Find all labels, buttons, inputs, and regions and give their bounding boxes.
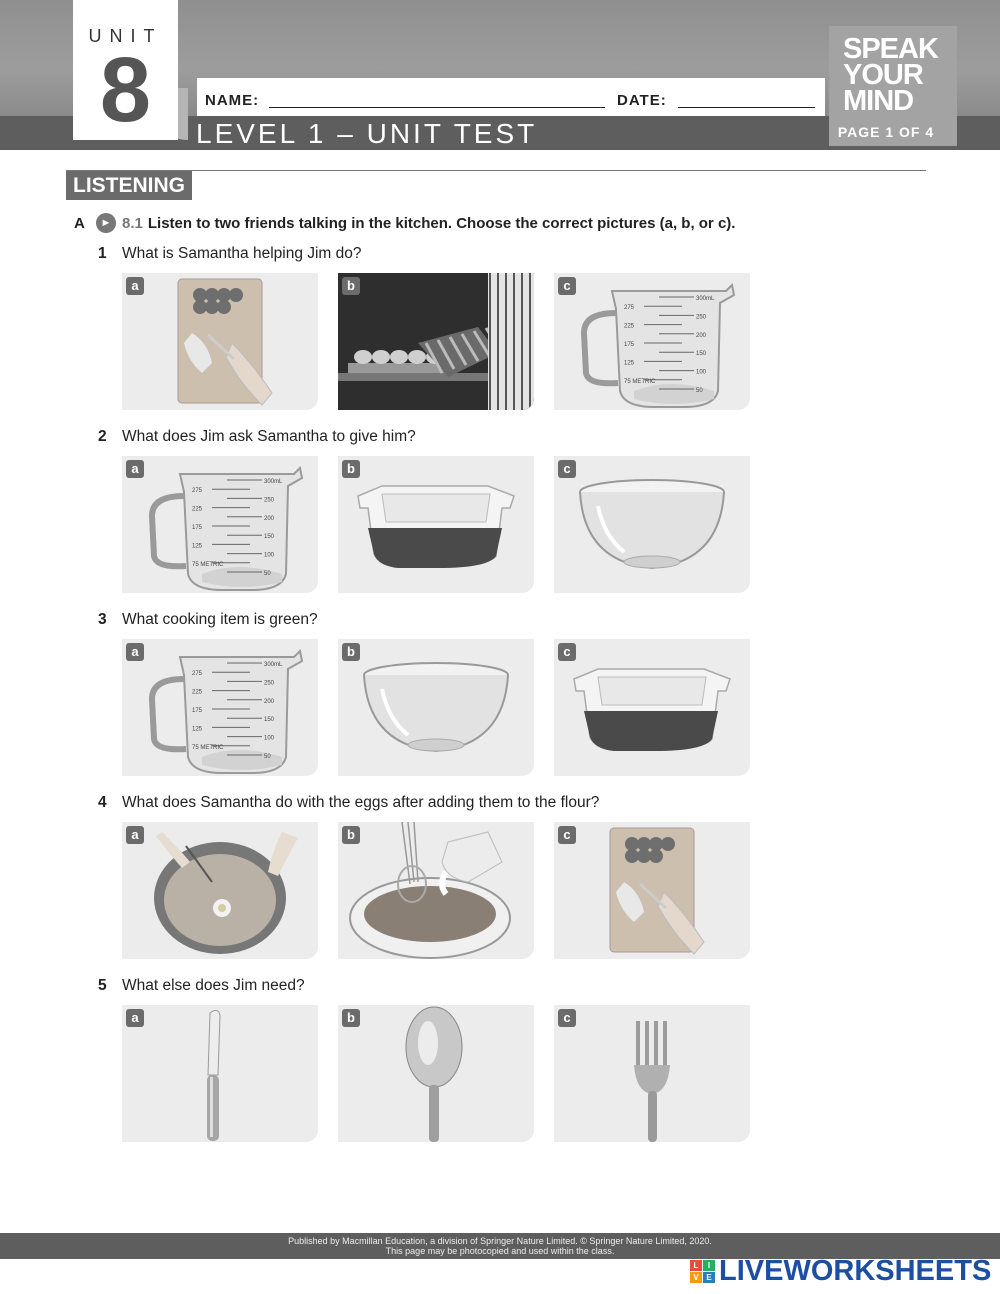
- question-4-option-a[interactable]: [122, 822, 318, 959]
- option-letter-badge: a: [126, 460, 144, 478]
- question-number: 3: [98, 611, 107, 628]
- section-rule: [66, 170, 926, 171]
- date-field[interactable]: [678, 107, 815, 108]
- track-number: 8.1: [122, 214, 143, 232]
- name-date-bar: [197, 78, 825, 116]
- question-2-option-b[interactable]: [338, 456, 534, 593]
- instruction-text: Listen to two friends talking in the kitchen. Choose the correct pictures (a, b, or c).: [147, 214, 736, 232]
- option-letter-badge: a: [126, 277, 144, 295]
- footer-copyright: Published by Macmillan Education, a division of Springer Nature Limited. © Springer Nature Limited, 2020.: [288, 1236, 712, 1246]
- svg-text:150: 150: [264, 717, 275, 724]
- unit-number: 8: [99, 39, 152, 141]
- svg-text:275: 275: [192, 488, 203, 495]
- svg-text:225: 225: [192, 506, 203, 513]
- brand-word-3: MIND: [843, 85, 914, 117]
- question-1-option-b[interactable]: [338, 273, 534, 410]
- question-3-option-c[interactable]: [554, 639, 750, 776]
- task-instruction: [74, 213, 735, 233]
- question-number: 4: [98, 794, 107, 811]
- question-5-option-b[interactable]: [338, 1005, 534, 1142]
- question-3-option-a[interactable]: [122, 639, 318, 776]
- option-letter-badge: b: [342, 826, 360, 844]
- option-letter-badge: c: [558, 277, 576, 295]
- option-letter-badge: b: [342, 460, 360, 478]
- question-4-option-c[interactable]: [554, 822, 750, 959]
- unit-label: UNIT: [88, 26, 163, 46]
- svg-text:175: 175: [192, 525, 203, 531]
- svg-text:100: 100: [264, 552, 275, 559]
- svg-text:300mL: 300mL: [264, 662, 283, 668]
- option-letter-badge: c: [558, 1009, 576, 1027]
- svg-text:50: 50: [696, 388, 703, 394]
- name-label: NAME:: [205, 92, 260, 109]
- liveworksheets-logo[interactable]: [690, 1255, 991, 1288]
- svg-text:175: 175: [624, 342, 635, 348]
- question-2-option-a[interactable]: [122, 456, 318, 593]
- date-label: DATE:: [617, 92, 667, 109]
- question-text: What else does Jim need?: [122, 977, 305, 994]
- question-4-option-b[interactable]: [338, 822, 534, 959]
- question-text: What does Samantha do with the eggs after adding them to the flour?: [122, 794, 600, 811]
- page-indicator: PAGE 1 OF 4: [837, 124, 935, 140]
- option-letter-badge: b: [342, 277, 360, 295]
- liveworksheets-text: LIVEWORKSHEETS: [719, 1255, 992, 1287]
- svg-text:200: 200: [264, 698, 275, 705]
- svg-text:150: 150: [264, 534, 275, 541]
- svg-text:275: 275: [624, 305, 635, 312]
- question-5: [98, 977, 305, 995]
- svg-text:125: 125: [192, 726, 203, 733]
- svg-text:300mL: 300mL: [264, 479, 283, 485]
- unit-tab: [73, 0, 178, 140]
- svg-text:175: 175: [192, 708, 203, 714]
- brand-word-1: SPEAK: [843, 33, 938, 65]
- option-letter-badge: a: [126, 826, 144, 844]
- brand-word-2: YOUR: [843, 59, 923, 91]
- question-4: [98, 794, 599, 812]
- option-letter-badge: c: [558, 460, 576, 478]
- question-1: [98, 245, 362, 263]
- name-field[interactable]: [269, 107, 605, 108]
- audio-speaker-icon[interactable]: ►: [96, 213, 116, 233]
- question-3-option-b[interactable]: [338, 639, 534, 776]
- question-3: [98, 611, 318, 629]
- svg-text:125: 125: [624, 360, 635, 367]
- svg-text:100: 100: [264, 735, 275, 742]
- svg-text:125: 125: [192, 543, 203, 550]
- svg-text:225: 225: [624, 323, 635, 330]
- svg-text:150: 150: [696, 351, 707, 358]
- liveworksheets-cube-icon: L I V E: [690, 1260, 716, 1284]
- svg-text:100: 100: [696, 369, 707, 376]
- option-letter-badge: c: [558, 826, 576, 844]
- question-5-option-a[interactable]: [122, 1005, 318, 1142]
- svg-text:200: 200: [696, 332, 707, 339]
- option-letter-badge: b: [342, 643, 360, 661]
- svg-text:200: 200: [264, 515, 275, 522]
- question-text: What cooking item is green?: [122, 611, 318, 628]
- question-number: 1: [98, 245, 107, 262]
- option-letter-badge: a: [126, 1009, 144, 1027]
- footer-photocopy-note: This page may be photocopied and used within the class.: [385, 1246, 615, 1256]
- svg-text:250: 250: [696, 314, 707, 321]
- section-title: LISTENING: [66, 171, 192, 200]
- svg-text:50: 50: [264, 571, 271, 577]
- question-text: What does Jim ask Samantha to give him?: [122, 428, 416, 445]
- question-5-option-c[interactable]: [554, 1005, 750, 1142]
- option-letter-badge: a: [126, 643, 144, 661]
- svg-text:50: 50: [264, 754, 271, 760]
- question-1-option-c[interactable]: [554, 273, 750, 410]
- question-2-option-c[interactable]: [554, 456, 750, 593]
- option-letter-badge: b: [342, 1009, 360, 1027]
- question-2: [98, 428, 416, 446]
- svg-text:275: 275: [192, 671, 203, 678]
- svg-text:300mL: 300mL: [696, 296, 715, 302]
- question-text: What is Samantha helping Jim do?: [122, 245, 362, 262]
- svg-text:75 METRIC: 75 METRIC: [192, 744, 224, 751]
- question-1-option-a[interactable]: [122, 273, 318, 410]
- svg-text:250: 250: [264, 497, 275, 504]
- option-letter-badge: c: [558, 643, 576, 661]
- svg-text:250: 250: [264, 680, 275, 687]
- task-letter: A: [74, 214, 85, 232]
- svg-text:75 METRIC: 75 METRIC: [624, 378, 656, 385]
- test-title: LEVEL 1 – UNIT TEST: [196, 118, 538, 149]
- question-number: 5: [98, 977, 107, 994]
- question-number: 2: [98, 428, 107, 445]
- svg-text:225: 225: [192, 689, 203, 696]
- svg-text:75 METRIC: 75 METRIC: [192, 561, 224, 568]
